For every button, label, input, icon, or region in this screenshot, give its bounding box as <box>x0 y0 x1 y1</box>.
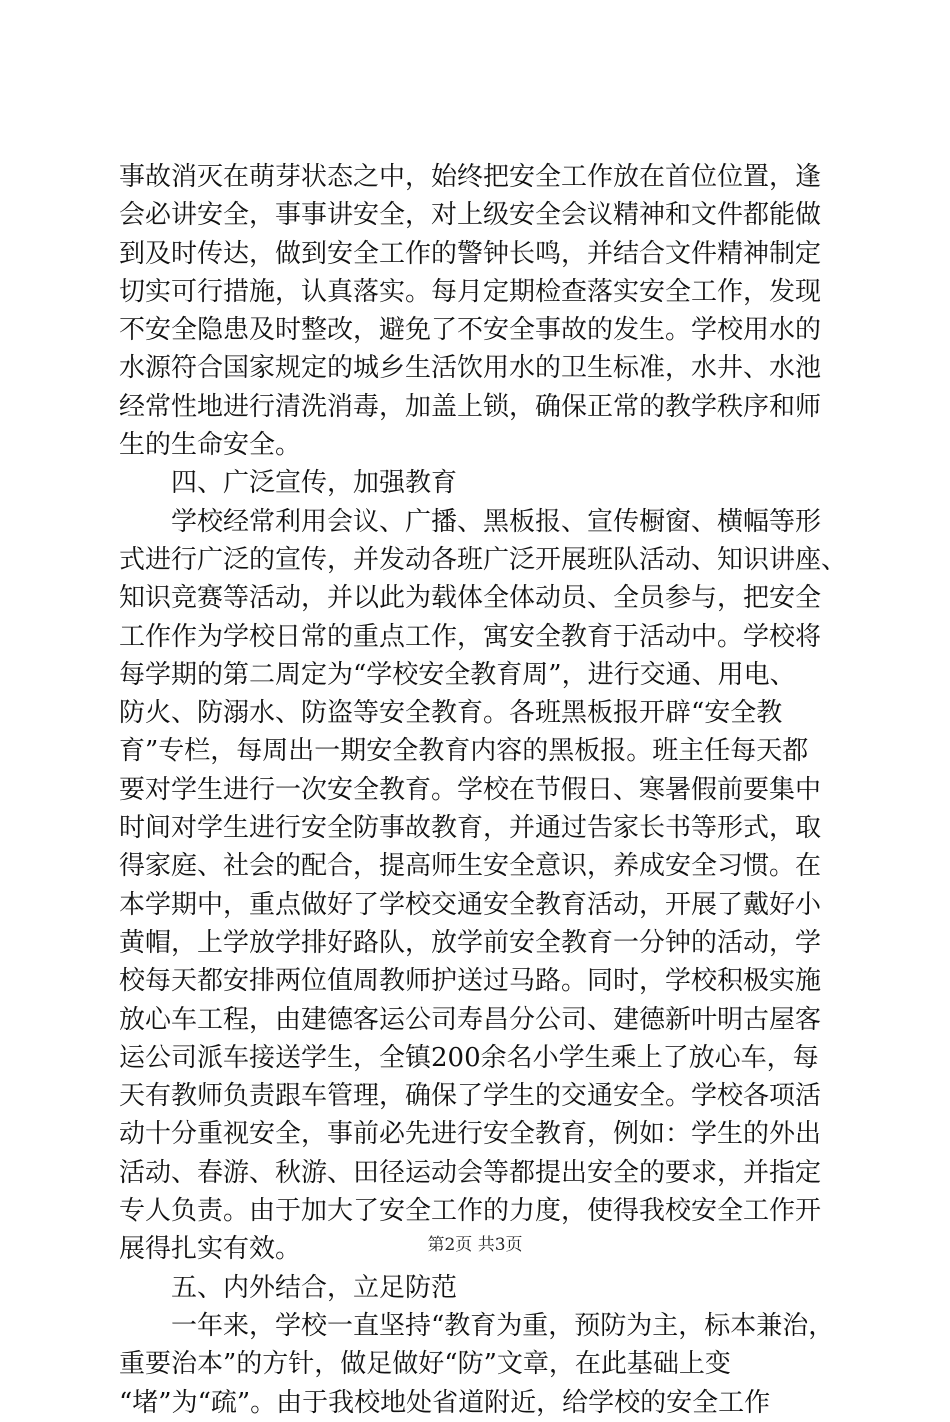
section-heading: 五、内外结合，立足防范 <box>171 1272 458 1303</box>
text-line: 会必讲安全，事事讲安全，对上级安全会议精神和文件都能做 <box>119 200 822 231</box>
text-line: 知识竞赛等活动，并以此为载体全体动员、全员参与，把安全 <box>119 583 822 614</box>
text-line: 黄帽，上学放学排好路队，放学前安全教育一分钟的活动，学 <box>119 927 822 958</box>
text-line: 活动、春游、秋游、田径运动会等都提出安全的要求，并指定 <box>119 1157 822 1188</box>
paragraph-start: 一年来，学校一直坚持“教育为重，预防为主，标本兼治， <box>171 1310 835 1341</box>
text-line: 展得扎实有效。 <box>119 1234 302 1265</box>
text-line: 专人负责。由于加大了安全工作的力度，使得我校安全工作开 <box>119 1196 822 1227</box>
text-line: 到及时传达，做到安全工作的警钟长鸣，并结合文件精神制定 <box>119 238 822 269</box>
text-line: 经常性地进行清洗消毒，加盖上锁，确保正常的教学秩序和师 <box>119 391 822 422</box>
text-line: 重要治本”的方针，做足做好“防”文章，在此基础上变 <box>119 1349 731 1380</box>
text-line: 要对学生进行一次安全教育。学校在节假日、寒暑假前要集中 <box>119 774 822 805</box>
text-line: 得家庭、社会的配合，提高师生安全意识，养成安全习惯。在 <box>119 851 822 882</box>
text-line: 工作作为学校日常的重点工作，寓安全教育于活动中。学校将 <box>119 621 822 652</box>
text-line: 事故消灭在萌芽状态之中，始终把安全工作放在首位位置，逢 <box>119 162 822 192</box>
text-line: 水源符合国家规定的城乡生活饮用水的卫生标准，水井、水池 <box>119 353 822 384</box>
text-line: 防火、防溺水、防盗等安全教育。各班黑板报开辟“安全教 <box>119 698 783 729</box>
paragraph-start: 学校经常利用会议、广播、黑板报、宣传橱窗、横幅等形 <box>171 506 822 537</box>
text-line: 时间对学生进行安全防事故教育，并通过告家长书等形式，取 <box>119 813 822 844</box>
text-line: 动十分重视安全，事前必先进行安全教育，例如：学生的外出 <box>119 1119 822 1150</box>
text-line: 运公司派车接送学生，全镇200余名小学生乘上了放心车，每 <box>119 1042 819 1073</box>
text-line: 每学期的第二周定为“学校安全教育周”，进行交通、用电、 <box>119 659 796 690</box>
text-line: 本学期中，重点做好了学校交通安全教育活动，开展了戴好小 <box>119 889 822 920</box>
text-line: 放心车工程，由建德客运公司寿昌分公司、建德新叶明古屋客 <box>119 1004 822 1035</box>
text-line: 生的生命安全。 <box>119 430 302 461</box>
text-line: 天有教师负责跟车管理，确保了学生的交通安全。学校各项活 <box>119 1081 822 1112</box>
text-line: 切实可行措施，认真落实。每月定期检查落实安全工作，发现 <box>119 276 822 307</box>
text-line: 不安全隐患及时整改，避免了不安全事故的发生。学校用水的 <box>119 315 822 346</box>
text-line: 育”专栏，每周出一期安全教育内容的黑板报。班主任每天都 <box>119 736 809 767</box>
text-line: 式进行广泛的宣传，并发动各班广泛开展班队活动、知识讲座、 <box>119 544 848 575</box>
text-line: 校每天都安排两位值周教师护送过马路。同时，学校积极实施 <box>119 966 822 997</box>
text-line: “堵”为“疏”。由于我校地处省道附近，给学校的安全工作 <box>119 1387 771 1418</box>
section-heading: 四、广泛宣传，加强教育 <box>171 468 458 499</box>
page-number-footer: 第2页 共3页 <box>427 1235 523 1255</box>
